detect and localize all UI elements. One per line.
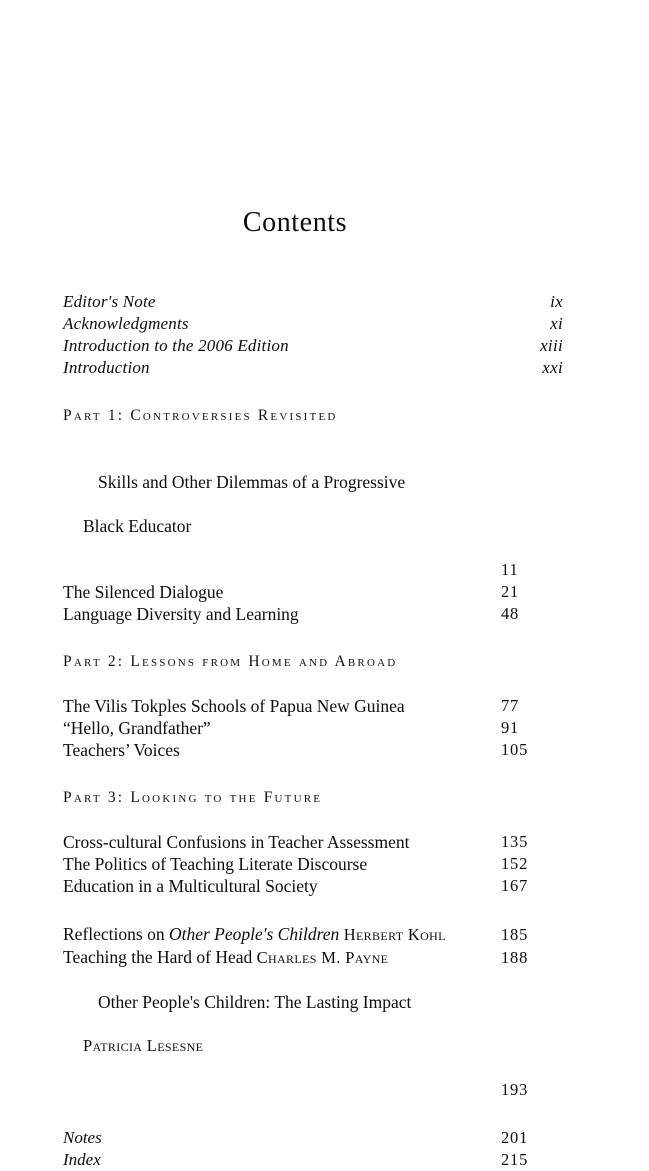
spacer <box>63 625 563 651</box>
toc-entry-title: Editor's Note <box>63 292 156 311</box>
toc-entry-title: “Hello, Grandfather” <box>63 718 211 738</box>
toc-entry-page: xiii <box>540 336 563 355</box>
toc-entry-title-line2: Black Educator <box>83 516 192 536</box>
toc-entry-page: 167 <box>501 876 529 895</box>
toc-entry-title-line1: Other People's Children: The Lasting Impact <box>98 992 412 1012</box>
toc-entry-introduction[interactable] <box>63 357 563 379</box>
toc-entry-reflections-herbert-kohl[interactable] <box>63 923 563 946</box>
toc-entry-hello-grandfather[interactable] <box>63 717 563 739</box>
toc-entry-title-line1: Skills and Other Dilemmas of a Progressive <box>98 472 406 492</box>
toc-entry-author: Patricia Lesesne <box>83 1036 204 1055</box>
toc-entry-author: Charles M. Payne <box>256 948 389 967</box>
toc-entry-page: 215 <box>501 1150 529 1169</box>
toc-entry-vilis-tokples-schools[interactable] <box>63 695 563 717</box>
toc-entry-introduction-2006[interactable] <box>63 335 563 357</box>
toc-entry-author-name: Herbert Kohl <box>343 925 446 944</box>
toc-entry-notes[interactable] <box>63 1127 563 1149</box>
toc-entry-author <box>339 925 446 944</box>
toc-entry-page: 105 <box>501 740 529 759</box>
toc-entry-page: 48 <box>501 604 520 623</box>
toc-entry-page: 91 <box>501 718 520 737</box>
spacer <box>63 761 563 787</box>
toc-entry-title <box>63 923 563 946</box>
toc-entry-title <box>63 449 563 581</box>
toc-entry-page: 185 <box>501 925 529 944</box>
toc-entry-page: xi <box>550 314 563 333</box>
toc-entry-page: 152 <box>501 854 529 873</box>
toc-entry-page: 193 <box>501 1080 529 1099</box>
toc-entry-title: Acknowledgments <box>63 314 189 333</box>
spacer <box>63 809 563 831</box>
toc-entry-title: Notes <box>63 1128 102 1147</box>
toc-entry-title: Education in a Multicultural Society <box>63 876 318 896</box>
toc-entry-title <box>63 946 563 969</box>
toc-entry-index[interactable] <box>63 1149 563 1171</box>
spacer <box>63 379 563 405</box>
toc-entry-acknowledgments[interactable] <box>63 313 563 335</box>
toc-entry-list <box>63 291 563 1171</box>
toc-entry-title-prefix: Teaching the Hard of Head <box>63 947 257 967</box>
toc-entry-title: Teachers’ Voices <box>63 740 180 760</box>
spacer <box>63 897 563 923</box>
toc-entry-title-prefix: Reflections on <box>63 924 169 944</box>
toc-entry-title: Index <box>63 1150 101 1169</box>
toc-entry-skills-and-other-dilemmas[interactable] <box>63 449 563 581</box>
toc-entry-education-multicultural-society[interactable] <box>63 875 563 897</box>
toc-entry-page: 135 <box>501 832 529 851</box>
toc-entry-page: 188 <box>501 948 529 967</box>
toc-entry-language-diversity-and-learning[interactable] <box>63 603 563 625</box>
toc-entry-editors-note[interactable] <box>63 291 563 313</box>
toc-entry-page: xxi <box>542 358 563 377</box>
toc-entry-page: 21 <box>501 582 520 601</box>
part-heading-2: Part 2: Lessons from Home and Abroad <box>63 653 398 670</box>
toc-entry-teaching-hard-of-head[interactable] <box>63 946 563 969</box>
toc-entry-title <box>63 969 563 1101</box>
toc-entry-title: Introduction to the 2006 Edition <box>63 336 289 355</box>
toc-entry-title: The Vilis Tokples Schools of Papua New Guinea <box>63 696 405 716</box>
toc-entry-title-italic: Other People's Children <box>168 924 340 944</box>
toc-entry-the-silenced-dialogue[interactable] <box>63 581 563 603</box>
toc-entry-teachers-voices[interactable] <box>63 739 563 761</box>
toc-entry-politics-of-teaching-literate-discourse[interactable] <box>63 853 563 875</box>
toc-entry-page: 11 <box>501 560 519 579</box>
spacer <box>63 427 563 449</box>
part-heading-1: Part 1: Controversies Revisited <box>63 407 338 424</box>
spacer <box>63 1101 563 1127</box>
toc-entry-lasting-impact-patricia-lesesne[interactable] <box>63 969 563 1101</box>
toc-entry-title: The Politics of Teaching Literate Discourse <box>63 854 368 874</box>
toc-entry-title: Introduction <box>63 358 150 377</box>
spacer <box>63 673 563 695</box>
toc-entry-title: Language Diversity and Learning <box>63 604 299 624</box>
toc-entry-page: ix <box>550 292 563 311</box>
toc-entry-cross-cultural-confusions[interactable] <box>63 831 563 853</box>
toc-entry-title: The Silenced Dialogue <box>63 582 224 602</box>
page-title: Contents <box>242 207 348 238</box>
toc-entry-title: Cross-cultural Confusions in Teacher Assessment <box>63 832 410 852</box>
toc-entry-page: 201 <box>501 1128 529 1147</box>
toc-entry-page: 77 <box>501 696 520 715</box>
part-heading-3: Part 3: Looking to the Future <box>63 789 323 806</box>
